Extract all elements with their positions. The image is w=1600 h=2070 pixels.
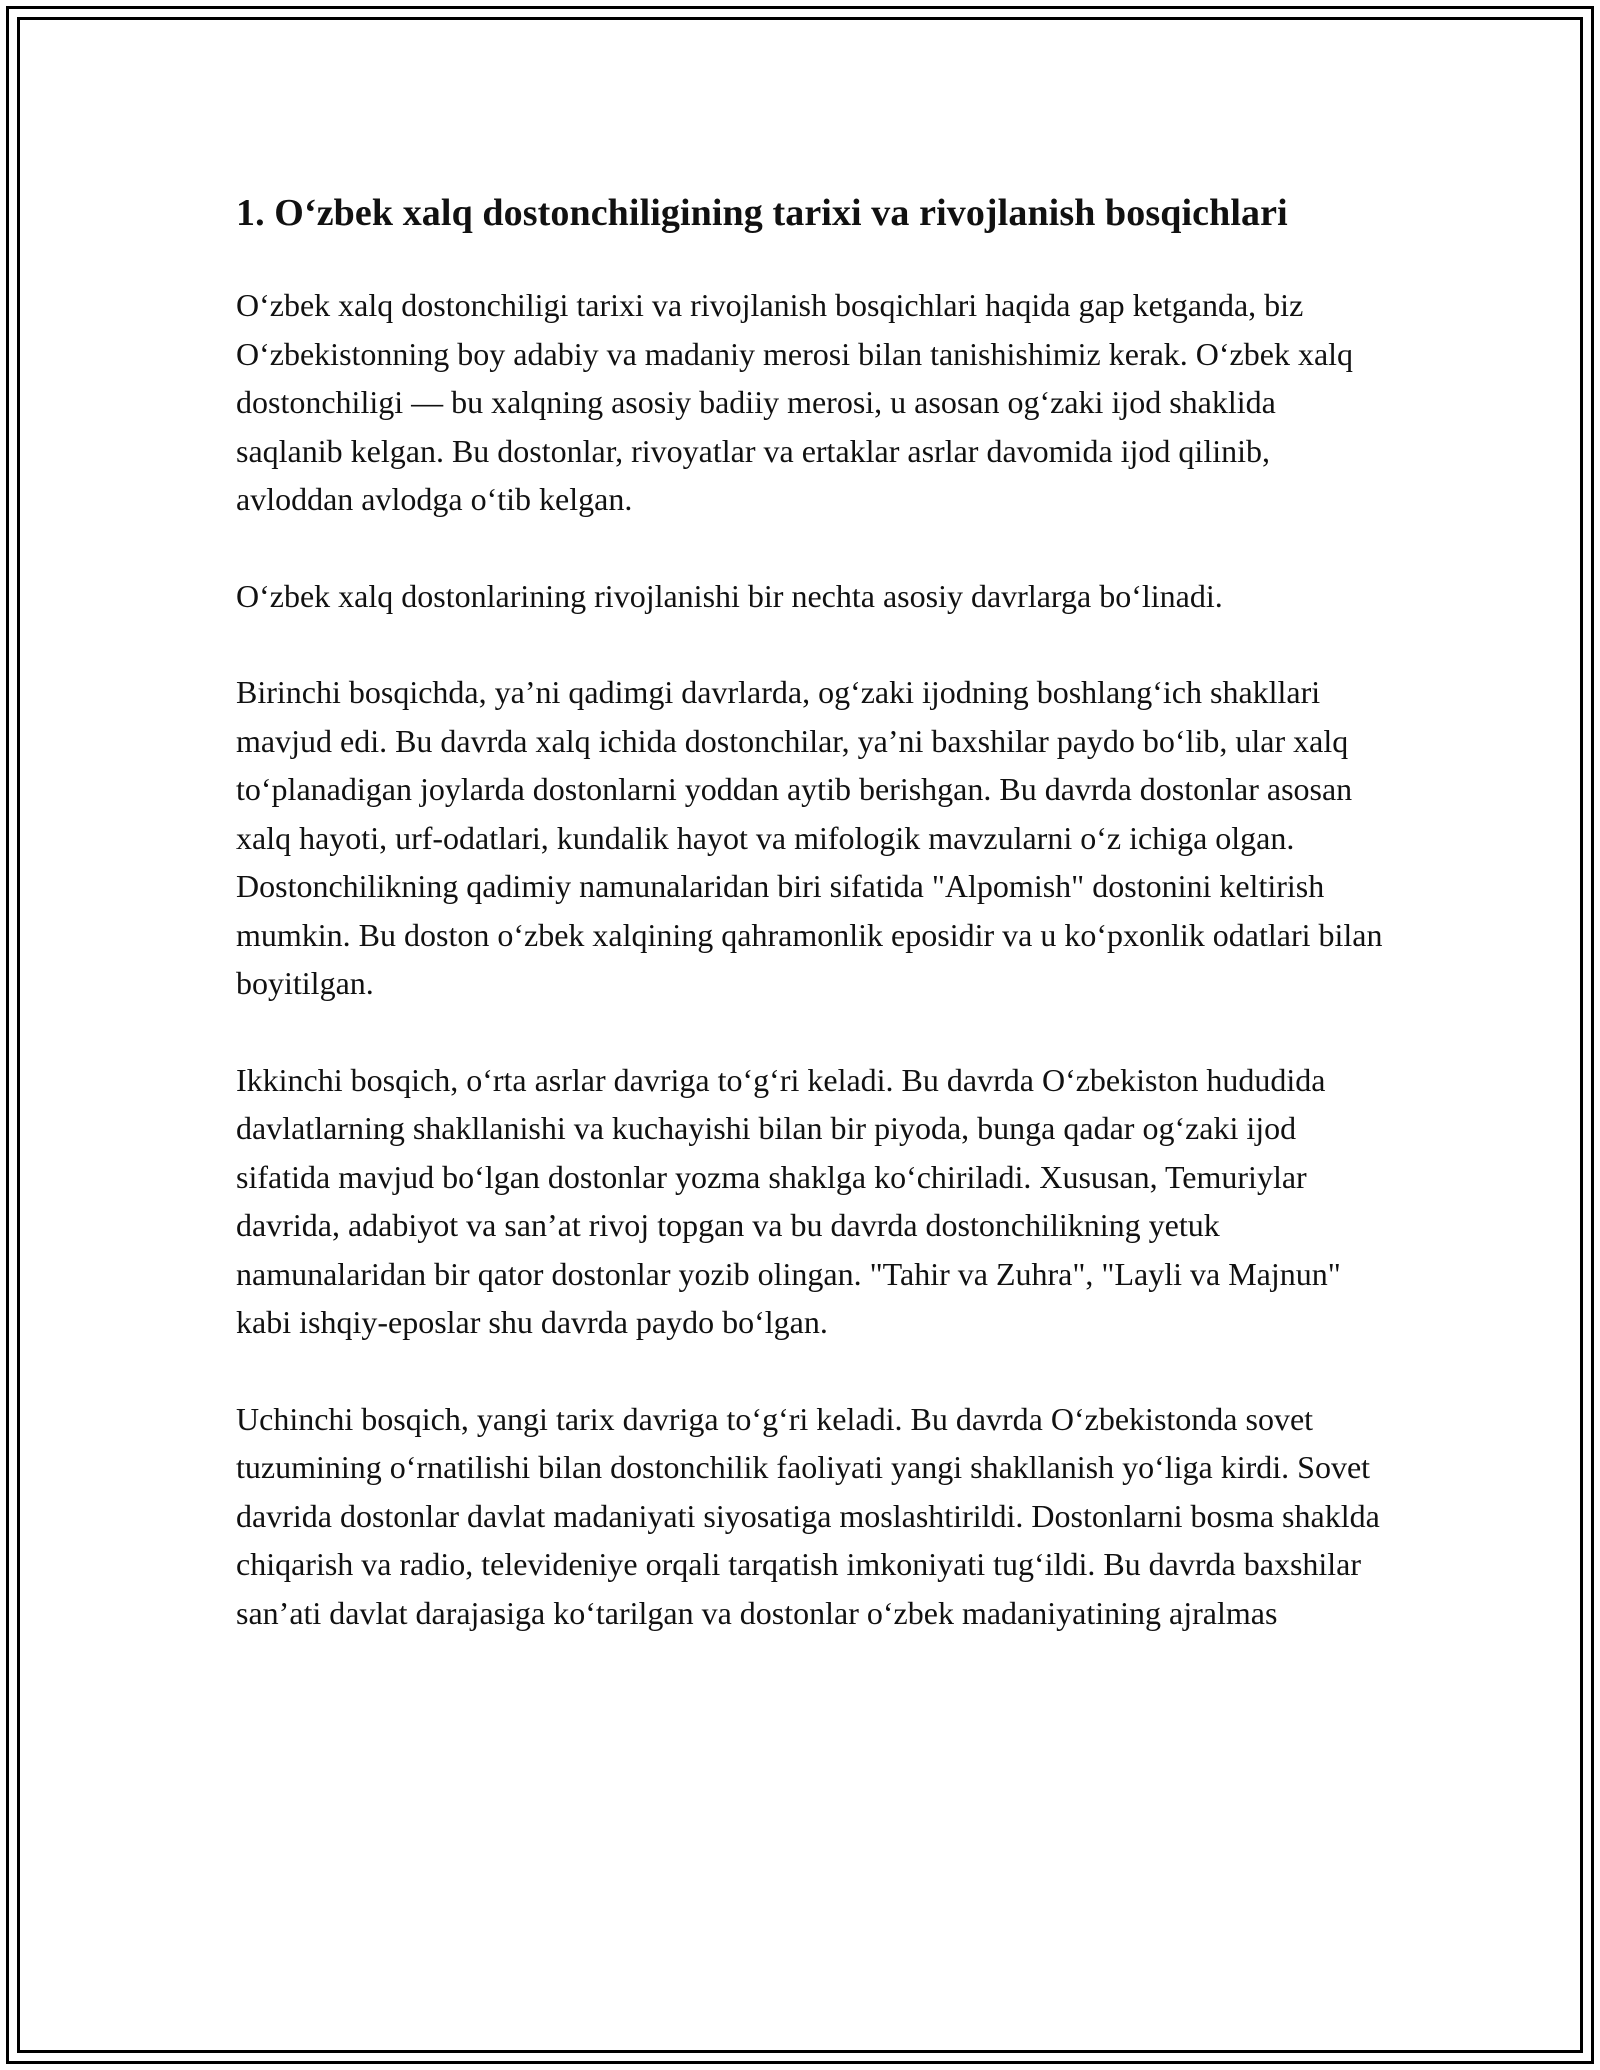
paragraph-second-stage: Ikkinchi bosqich, o‘rta asrlar davriga to‘g‘ri keladi. Bu davrda O‘zbekiston hududida davlatlarning shakllanishi va kuchayishi bilan bir piyoda, bunga qadar og‘zaki ijod sifatida mavjud bo‘lgan dostonlar yozma shaklga ko‘chiriladi. Xususan, Temuriylar davrida, adabiyot va san’at rivoj topgan va bu davrda dostonchilikning yetuk namunalaridan bir qator dostonlar yozib olingan. "Tahir va Zuhra", "Layli va Majnun" kabi ishqiy-eposlar shu davrda paydo bo‘lgan.	[236, 1061, 1341, 1340]
paragraph-periods: O‘zbek xalq dostonlarining rivojlanishi bir nechta asosiy davrlarga bo‘linadi.	[236, 577, 1223, 614]
paragraph-intro: O‘zbek xalq dostonchiligi tarixi va rivojlanish bosqichlari haqida gap ketganda, biz O‘zbekistonning boy adabiy va madaniy merosi bilan tanishishimiz kerak. O‘zbek xalq dostonchiligi — bu xalqning asosiy badiiy merosi, u asosan og‘zaki ijod shaklida saqlanib kelgan. Bu dostonlar, rivoyatlar va ertaklar asrlar davomida ijod qilinib, avloddan avlodga o‘tib kelgan.	[236, 287, 1354, 517]
document-body	[236, 185, 1386, 1685]
paragraph-first-stage: Birinchi bosqichda, ya’ni qadimgi davrlarda, og‘zaki ijodning boshlang‘ich shakllari mavjud edi. Bu davrda xalq ichida dostonchilar, ya’ni baxshilar paydo bo‘lib, ular xalq to‘planadigan joylarda dostonlarni yoddan aytib berishgan. Bu davrda dostonlar asosan xalq hayoti, urf-odatlari, kundalik hayot va mifologik mavzularni o‘z ichiga olgan. Dostonchilikning qadimiy namunalaridan biri sifatida "Alpomish" dostonini keltirish mumkin. Bu doston o‘zbek xalqining qahramonlik eposidir va u ko‘pxonlik odatlari bilan boyitilgan.	[236, 674, 1383, 1001]
paragraph-third-stage: Uchinchi bosqich, yangi tarix davriga to‘g‘ri keladi. Bu davrda O‘zbekistonda sovet tuzumining o‘rnatilishi bilan dostonchilik faoliyati yangi shakllanish yo‘liga kirdi. Sovet davrida dostonlar davlat madaniyati siyosatiga moslashtirildi. Dostonlarni bosma shaklda chiqarish va radio, televideniye orqali tarqatish imkoniyati tug‘ildi. Bu davrda baxshilar san’ati davlat darajasiga ko‘tarilgan va dostonlar o‘zbek madaniyatining ajralmas	[236, 1400, 1380, 1631]
section-heading: 1. O‘zbek xalq dostonchiligining tarixi va rivojlanish bosqichlari	[236, 192, 1288, 234]
